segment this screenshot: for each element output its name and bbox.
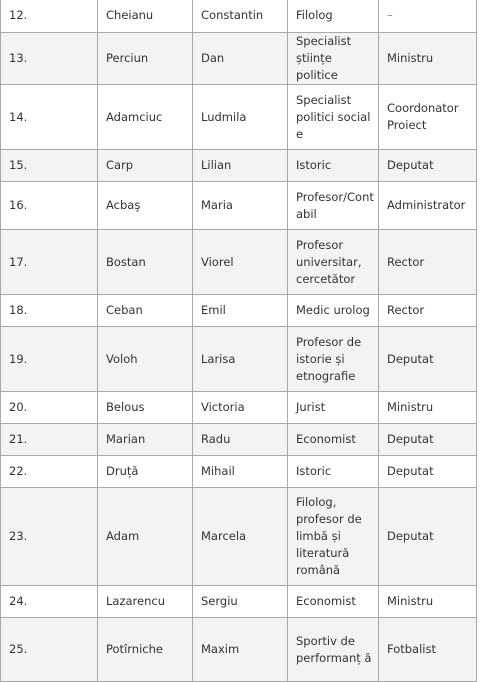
cell-last-name: Voloh	[98, 327, 193, 392]
cell-nr: 13.	[1, 33, 98, 85]
cell-first-name: Larisa	[193, 327, 288, 392]
cell-first-name: Sergiu	[193, 586, 288, 618]
cell-nr: 17.	[1, 230, 98, 295]
cell-last-name: Marian	[98, 424, 193, 456]
table-row	[1, 85, 477, 150]
cell-last-name: Adam	[98, 488, 193, 586]
cell-function: Deputat	[379, 456, 477, 488]
cell-profession: Jurist	[288, 392, 379, 424]
cell-last-name: Lazarencu	[98, 586, 193, 618]
cell-first-name: Emil	[193, 295, 288, 327]
cell-function: Deputat	[379, 327, 477, 392]
cell-profession: Profesor/Cont abil	[288, 182, 379, 230]
cell-function: Fotbalist	[379, 618, 477, 682]
cell-last-name: Cheianu	[98, 0, 193, 33]
cell-function: Ministru	[379, 392, 477, 424]
cell-first-name: Victoria	[193, 392, 288, 424]
cell-first-name: Mihail	[193, 456, 288, 488]
cell-first-name: Constantin	[193, 0, 288, 33]
cell-profession: Medic urolog	[288, 295, 379, 327]
cell-profession: Economist	[288, 586, 379, 618]
cell-nr: 23.	[1, 488, 98, 586]
cell-function: Coordonator Proiect	[379, 85, 477, 150]
cell-last-name: Ceban	[98, 295, 193, 327]
cell-first-name: Maxim	[193, 618, 288, 682]
table-row	[1, 33, 477, 85]
cell-function: Deputat	[379, 488, 477, 586]
table-row	[1, 456, 477, 488]
table-row	[1, 488, 477, 586]
cell-function: Rector	[379, 295, 477, 327]
table-row	[1, 392, 477, 424]
cell-function: –	[379, 0, 477, 33]
cell-nr: 18.	[1, 295, 98, 327]
cell-nr: 19.	[1, 327, 98, 392]
table-row	[1, 0, 477, 33]
cell-first-name: Radu	[193, 424, 288, 456]
cell-first-name: Maria	[193, 182, 288, 230]
cell-first-name: Viorel	[193, 230, 288, 295]
cell-function: Administrator	[379, 182, 477, 230]
cell-profession: Specialist politici social e	[288, 85, 379, 150]
cell-function: Rector	[379, 230, 477, 295]
cell-last-name: Potîrniche	[98, 618, 193, 682]
table-row	[1, 327, 477, 392]
cell-nr: 14.	[1, 85, 98, 150]
cell-function: Deputat	[379, 424, 477, 456]
table-row	[1, 182, 477, 230]
cell-profession: Istoric	[288, 456, 379, 488]
table-row	[1, 295, 477, 327]
cell-profession: Sportiv de performanț ă	[288, 618, 379, 682]
cell-last-name: Bostan	[98, 230, 193, 295]
cell-nr: 12.	[1, 0, 98, 33]
table-row	[1, 586, 477, 618]
cell-profession: Profesor universitar, cercetător	[288, 230, 379, 295]
cell-nr: 20.	[1, 392, 98, 424]
cell-last-name: Carp	[98, 150, 193, 182]
cell-first-name: Ludmila	[193, 85, 288, 150]
cell-profession: Filolog	[288, 0, 379, 33]
cell-first-name: Dan	[193, 33, 288, 85]
cell-profession: Profesor de istorie și etnografie	[288, 327, 379, 392]
cell-last-name: Adamciuc	[98, 85, 193, 150]
cell-last-name: Belous	[98, 392, 193, 424]
table-row	[1, 424, 477, 456]
cell-profession: Economist	[288, 424, 379, 456]
cell-last-name: Perciun	[98, 33, 193, 85]
cell-profession: Filolog, profesor de limbă și literatură română	[288, 488, 379, 586]
cell-last-name: Druță	[98, 456, 193, 488]
table-row	[1, 150, 477, 182]
cell-profession: Istoric	[288, 150, 379, 182]
cell-nr: 25.	[1, 618, 98, 682]
cell-function: Deputat	[379, 150, 477, 182]
cell-profession: Specialist științe politice	[288, 33, 379, 85]
cell-nr: 16.	[1, 182, 98, 230]
cell-nr: 15.	[1, 150, 98, 182]
cell-nr: 24.	[1, 586, 98, 618]
cell-first-name: Marcela	[193, 488, 288, 586]
table-row	[1, 230, 477, 295]
cell-nr: 22.	[1, 456, 98, 488]
cell-first-name: Lilian	[193, 150, 288, 182]
cell-nr: 21.	[1, 424, 98, 456]
cell-function: Ministru	[379, 586, 477, 618]
table-row	[1, 618, 477, 682]
cell-function: Ministru	[379, 33, 477, 85]
cell-last-name: Acbaş	[98, 182, 193, 230]
